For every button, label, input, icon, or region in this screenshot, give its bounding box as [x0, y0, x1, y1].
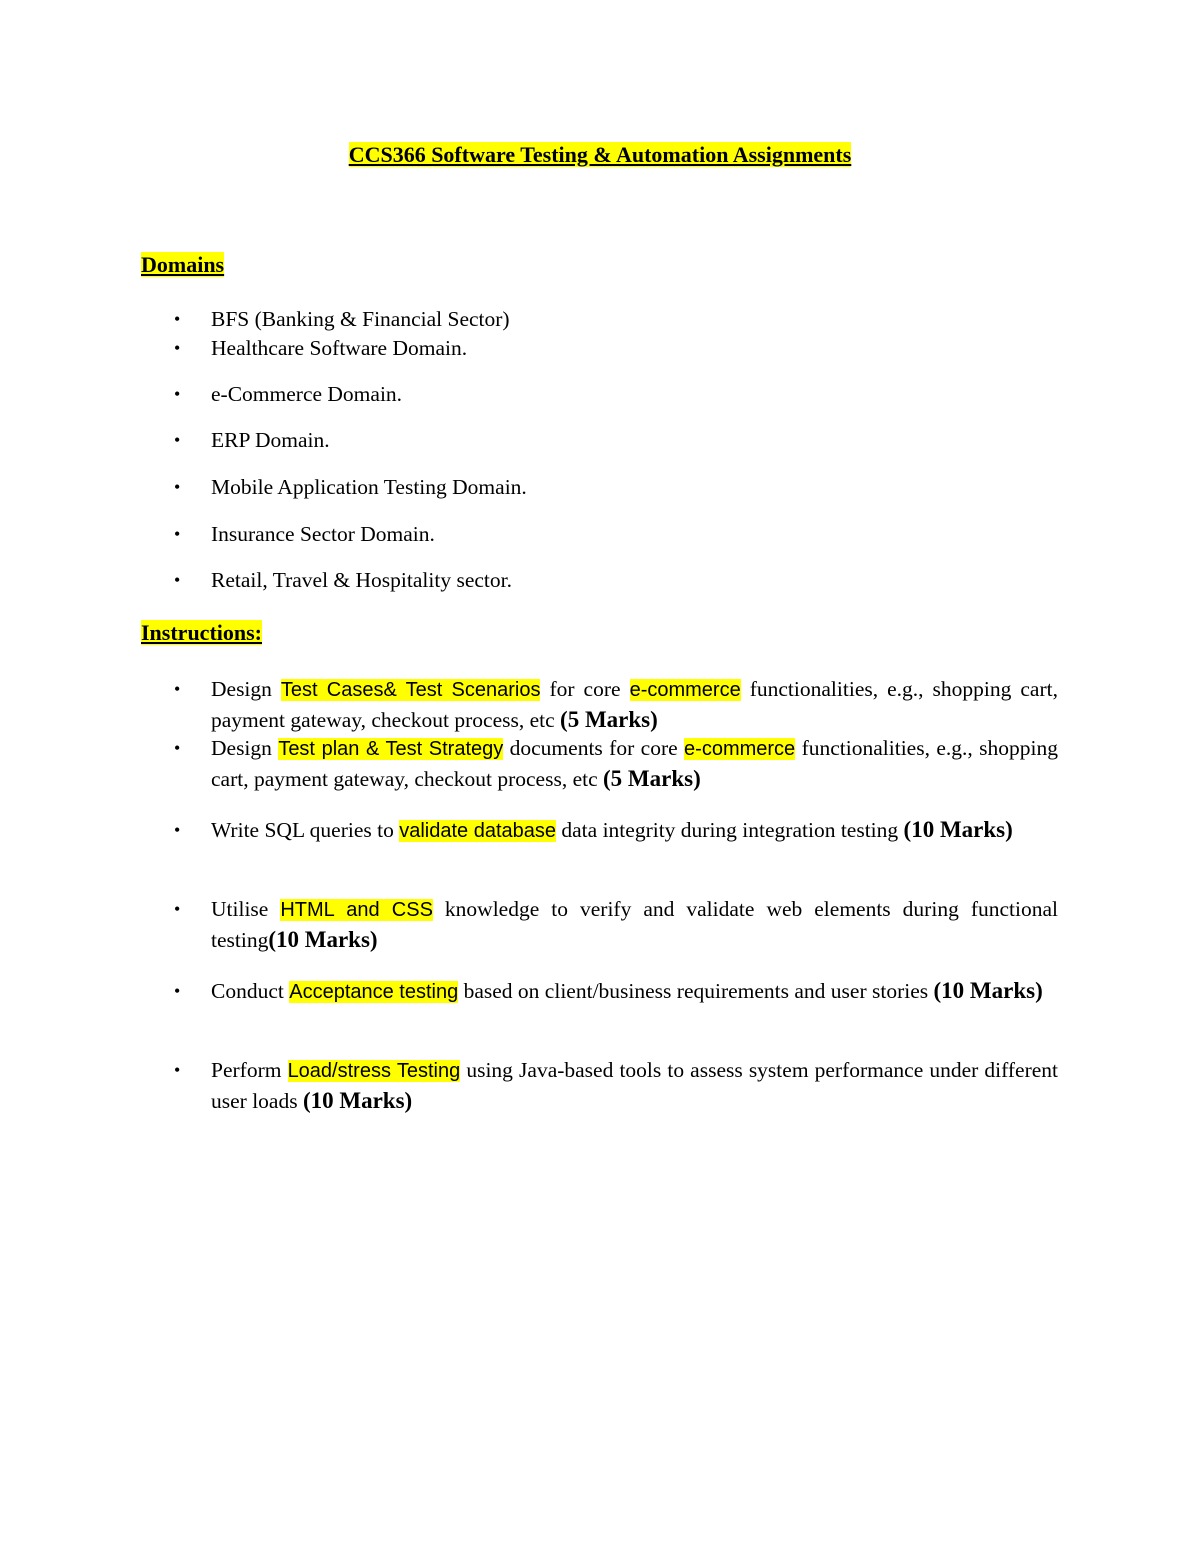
domain-text: e-Commerce Domain. [211, 382, 403, 406]
bullet-icon: • [174, 899, 181, 919]
bullet-icon: • [174, 338, 181, 358]
list-item [174, 1055, 1059, 1116]
domain-text: ERP Domain. [211, 428, 330, 452]
domain-text: BFS (Banking & Financial Sector) [211, 307, 510, 331]
highlighted-term: Load/stress Testing [287, 1060, 461, 1082]
list-item [174, 379, 1058, 409]
instructions-heading [141, 620, 262, 646]
marks-label: (10 Marks) [268, 927, 378, 952]
instruction-text: functionalities, e.g., shopping cart, payment gateway, checkout process, etc [211, 736, 1058, 791]
instruction-text: Conduct [211, 979, 290, 1003]
bullet-icon: • [174, 384, 181, 404]
list-item [174, 425, 1058, 455]
marks-label: (5 Marks) [560, 707, 658, 732]
instruction-text: knowledge to verify and validate web elements during functional testing [211, 897, 1058, 952]
instructions-heading-text: Instructions: [141, 620, 263, 645]
bullet-icon: • [174, 309, 181, 329]
instruction-text: Utilise [211, 897, 281, 921]
highlighted-term: Test Cases& Test Scenarios [280, 679, 541, 701]
list-item [174, 976, 1058, 1007]
domain-text: Retail, Travel & Hospitality sector. [211, 568, 512, 592]
instruction-text: Write SQL queries to [211, 818, 400, 842]
bullet-icon: • [174, 738, 181, 758]
instruction-text: Design [211, 736, 279, 760]
bullet-icon: • [174, 1060, 181, 1080]
bullet-icon: • [174, 477, 181, 497]
marks-label: (5 Marks) [603, 766, 701, 791]
highlighted-term: validate database [399, 820, 557, 842]
bullet-icon: • [174, 570, 181, 590]
instruction-text: data integrity during integration testing [556, 818, 904, 842]
bullet-icon: • [174, 524, 181, 544]
marks-label: (10 Marks) [302, 1088, 413, 1113]
instruction-text: documents for core [503, 736, 685, 760]
instruction-text: functionalities, e.g., shopping cart, payment gateway, checkout process, etc [211, 677, 1058, 732]
bullet-icon: • [174, 679, 181, 699]
highlighted-term: HTML and CSS [280, 899, 433, 921]
list-item [174, 519, 1058, 549]
marks-label: (10 Marks) [933, 978, 1043, 1003]
instruction-text: Design [211, 677, 281, 701]
list-item [174, 565, 1058, 595]
list-item [174, 472, 1058, 502]
instruction-text: based on client/business requirements and user stories [458, 979, 934, 1003]
highlighted-term: e-commerce [629, 679, 741, 701]
highlighted-term: Acceptance testing [289, 981, 459, 1003]
list-item [174, 304, 1058, 334]
bullet-icon: • [174, 820, 181, 840]
highlighted-term: Test plan & Test Strategy [278, 738, 504, 760]
instruction-text: for core [540, 677, 630, 701]
bullet-icon: • [174, 981, 181, 1001]
list-item [174, 674, 1058, 735]
domain-text: Insurance Sector Domain. [211, 522, 435, 546]
document-title [0, 142, 1200, 168]
domains-heading-text: Domains [141, 252, 225, 277]
instruction-text: using Java-based tools to assess system performance under different user loads [211, 1058, 1059, 1113]
list-item [174, 894, 1058, 955]
list-item [174, 733, 1058, 794]
instruction-text: Perform [211, 1058, 288, 1082]
document-title-text: CCS366 Software Testing & Automation Assignments [348, 142, 852, 167]
bullet-icon: • [174, 430, 181, 450]
list-item [174, 815, 1058, 846]
domain-text: Mobile Application Testing Domain. [211, 475, 527, 499]
marks-label: (10 Marks) [903, 817, 1013, 842]
list-item [174, 333, 1058, 363]
domains-heading [141, 252, 224, 278]
domain-text: Healthcare Software Domain. [211, 336, 468, 360]
highlighted-term: e-commerce [684, 738, 796, 760]
